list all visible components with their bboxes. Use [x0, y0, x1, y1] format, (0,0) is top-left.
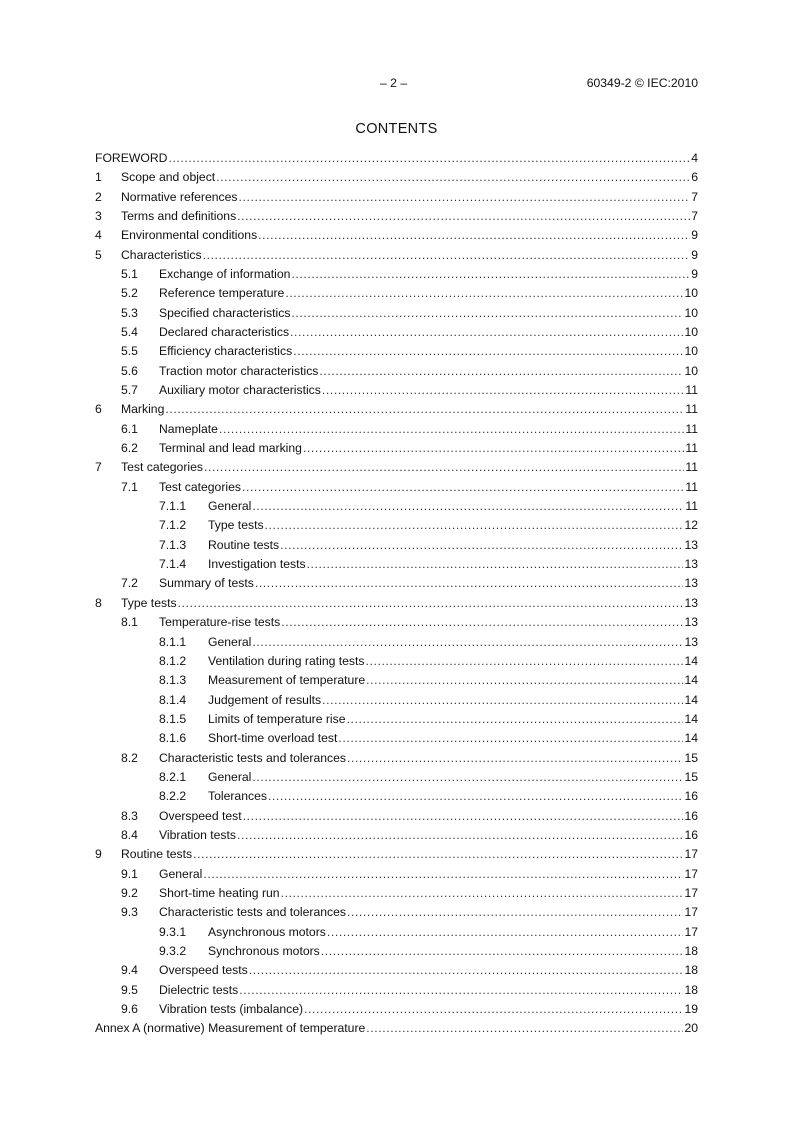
toc-entry-title: Characteristic tests and tolerances — [159, 751, 346, 765]
toc-entry[interactable] — [95, 847, 698, 862]
dot-leader — [291, 267, 690, 282]
toc-entry-title: General — [159, 867, 203, 881]
toc-entry-title: Characteristic tests and tolerances — [159, 905, 346, 919]
toc-entry-title: Exchange of information — [159, 267, 291, 281]
toc-entry-page: 11 — [685, 499, 698, 513]
toc-entry-title: Vibration tests (imbalance) — [159, 1002, 304, 1016]
toc-entry-title: Vibration tests — [159, 828, 237, 842]
toc-entry-title: Temperature-rise tests — [159, 615, 281, 629]
toc-entry-page: 18 — [684, 944, 698, 958]
toc-entry-title: Test categories — [121, 460, 203, 474]
dot-leader — [281, 886, 684, 901]
toc-entry-page: 13 — [684, 576, 698, 590]
toc-entry-number: 8.1.2 — [159, 654, 187, 668]
dot-leader — [168, 151, 690, 166]
toc-entry-title: Test categories — [159, 480, 241, 494]
toc-entry-number: 5.7 — [121, 383, 138, 397]
dot-leader — [321, 944, 684, 959]
toc-entry-number: 7 — [95, 460, 102, 474]
toc-entry-number: 9.5 — [121, 983, 138, 997]
dot-leader — [280, 538, 683, 553]
toc-entry-page: 9 — [691, 267, 698, 281]
toc-entry-number: 3 — [95, 209, 102, 223]
toc-entry-title: General — [208, 635, 252, 649]
toc-entry-number: 8.4 — [121, 828, 138, 842]
toc-entry-title: Short-time overload test — [208, 731, 338, 745]
toc-entry[interactable] — [95, 886, 698, 901]
toc-entry-number: 5 — [95, 248, 102, 262]
toc-entry[interactable] — [95, 963, 698, 978]
toc-entry-page: 16 — [684, 789, 698, 803]
toc-entry-page: 14 — [684, 731, 698, 745]
toc-entry-number: 8.1.6 — [159, 731, 187, 745]
toc-entry-page: 14 — [684, 712, 698, 726]
toc-entry-page: 14 — [684, 673, 698, 687]
dot-leader — [347, 905, 683, 920]
dot-leader — [281, 615, 683, 630]
toc-entry-title: Routine tests — [208, 538, 280, 552]
toc-entry-page: 14 — [684, 693, 698, 707]
dot-leader — [366, 673, 683, 688]
toc-entry-title: Tolerances — [208, 789, 267, 803]
toc-entry[interactable] — [95, 654, 698, 669]
toc-entry-title: Synchronous motors — [208, 944, 320, 958]
toc-entry[interactable] — [95, 867, 698, 882]
dot-leader — [307, 557, 684, 572]
toc-entry-page: 17 — [684, 867, 698, 881]
dot-leader — [338, 731, 683, 746]
toc-entry-page: 9 — [691, 248, 698, 262]
toc-entry-page: 7 — [691, 190, 698, 204]
dot-leader — [265, 518, 684, 533]
toc-entry-page: 4 — [691, 151, 698, 165]
toc-entry-title: Annex A (normative) Measurement of temperature — [95, 1021, 366, 1035]
toc-entry[interactable] — [95, 809, 698, 824]
toc-entry-page: 13 — [684, 635, 698, 649]
dot-leader — [322, 693, 683, 708]
toc-entry-page: 10 — [684, 306, 698, 320]
toc-entry[interactable] — [95, 383, 698, 398]
toc-entry-number: 1 — [95, 170, 102, 184]
toc-entry-page: 13 — [684, 538, 698, 552]
toc-entry[interactable] — [95, 596, 698, 611]
toc-entry-number: 8.1.5 — [159, 712, 187, 726]
toc-entry-page: 10 — [684, 325, 698, 339]
toc-entry-page: 10 — [684, 364, 698, 378]
toc-entry-title: Nameplate — [159, 422, 218, 436]
toc-entry[interactable] — [95, 306, 698, 321]
dot-leader — [327, 925, 684, 940]
toc-entry-title: Auxiliary motor characteristics — [159, 383, 321, 397]
toc-entry-page: 6 — [691, 170, 698, 184]
toc-entry-number: 5.6 — [121, 364, 138, 378]
toc-entry-title: Normative references — [121, 190, 238, 204]
dot-leader — [219, 422, 684, 437]
toc-entry-title: General — [208, 499, 252, 513]
toc-entry-title: Judgement of results — [208, 693, 322, 707]
toc-entry[interactable] — [95, 635, 698, 650]
toc-entry-number: 7.1.3 — [159, 538, 187, 552]
toc-entry-number: 8.1.1 — [159, 635, 187, 649]
toc-entry-page: 12 — [684, 518, 698, 532]
toc-entry-page: 18 — [684, 983, 698, 997]
toc-entry[interactable] — [95, 248, 698, 263]
toc-entry[interactable] — [95, 364, 698, 379]
dot-leader — [239, 983, 683, 998]
toc-entry[interactable] — [95, 693, 698, 708]
toc-entry[interactable] — [95, 402, 698, 417]
toc-entry-title: Overspeed test — [159, 809, 242, 823]
dot-leader — [268, 789, 684, 804]
toc-entry-number: 5.5 — [121, 344, 138, 358]
toc-entry-title: Type tests — [208, 518, 264, 532]
toc-entry-number: 7.1.1 — [159, 499, 187, 513]
toc-entry-page: 19 — [684, 1002, 698, 1016]
toc-entry-title: FOREWORD — [95, 151, 168, 165]
toc-entry-number: 6.1 — [121, 422, 138, 436]
toc-entry-page: 13 — [684, 615, 698, 629]
toc-entry[interactable] — [95, 905, 698, 920]
toc-entry[interactable] — [95, 615, 698, 630]
toc-entry-title: Scope and object — [121, 170, 216, 184]
toc-entry-number: 7.2 — [121, 576, 138, 590]
dot-leader — [216, 170, 690, 185]
toc-entry-page: 16 — [684, 809, 698, 823]
dot-leader — [249, 963, 684, 978]
toc-entry-title: Marking — [121, 402, 165, 416]
toc-entry-page: 11 — [685, 383, 698, 397]
dot-leader — [258, 228, 690, 243]
toc-entry-page: 18 — [684, 963, 698, 977]
toc-entry-title: Measurement of temperature — [208, 673, 366, 687]
page-number: – 2 – — [380, 76, 408, 90]
document-id: 60349-2 © IEC:2010 — [586, 76, 698, 90]
toc-entry[interactable] — [95, 170, 698, 185]
toc-entry[interactable] — [95, 731, 698, 746]
toc-entry-title: Characteristics — [121, 248, 202, 262]
toc-entry-title: Reference temperature — [159, 286, 285, 300]
toc-entry-number: 9.1 — [121, 867, 138, 881]
toc-entry-number: 5.2 — [121, 286, 138, 300]
dot-leader — [237, 828, 683, 843]
toc-entry-page: 9 — [691, 228, 698, 242]
toc-entry-number: 7.1 — [121, 480, 138, 494]
dot-leader — [237, 209, 690, 224]
toc-entry[interactable] — [95, 151, 698, 166]
toc-entry-number: 7.1.4 — [159, 557, 187, 571]
toc-entry-title: Declared characteristics — [159, 325, 290, 339]
toc-entry-page: 13 — [684, 557, 698, 571]
toc-entry-title: Efficiency characteristics — [159, 344, 293, 358]
toc-entry-number: 5.1 — [121, 267, 138, 281]
toc-entry-page: 10 — [684, 286, 698, 300]
toc-entry[interactable] — [95, 538, 698, 553]
dot-leader — [252, 770, 683, 785]
toc-entry-number: 6.2 — [121, 441, 138, 455]
dot-leader — [322, 383, 684, 398]
toc-entry[interactable] — [95, 422, 698, 437]
toc-entry[interactable] — [95, 267, 698, 282]
toc-entry-number: 8 — [95, 596, 102, 610]
toc-entry-page: 7 — [691, 209, 698, 223]
toc-entry-page: 20 — [684, 1021, 698, 1035]
toc-entry-number: 9.3.2 — [159, 944, 187, 958]
dot-leader — [347, 712, 684, 727]
toc-entry-number: 9 — [95, 847, 102, 861]
toc-entry[interactable] — [95, 325, 698, 340]
dot-leader — [255, 576, 684, 591]
dot-leader — [303, 441, 684, 456]
toc-entry-number: 8.2.2 — [159, 789, 187, 803]
dot-leader — [290, 325, 683, 340]
toc-entry-title: Overspeed tests — [159, 963, 248, 977]
toc-entry-number: 8.1 — [121, 615, 138, 629]
toc-entry-number: 8.2 — [121, 751, 138, 765]
dot-leader — [204, 460, 684, 475]
toc-entry-page: 11 — [685, 441, 698, 455]
dot-leader — [242, 480, 684, 495]
dot-leader — [366, 1021, 683, 1036]
toc-entry-number: 9.3 — [121, 905, 138, 919]
dot-leader — [203, 248, 691, 263]
toc-entry-number: 9.4 — [121, 963, 138, 977]
toc-entry-number: 7.1.2 — [159, 518, 187, 532]
toc-entry-number: 8.2.1 — [159, 770, 187, 784]
toc-entry[interactable] — [95, 751, 698, 766]
toc-entry-title: Specified characteristics — [159, 306, 291, 320]
toc-entry[interactable] — [95, 712, 698, 727]
toc-entry[interactable] — [95, 576, 698, 591]
toc-entry-page: 17 — [684, 847, 698, 861]
toc-entry-title: Summary of tests — [159, 576, 254, 590]
toc-entry-page: 15 — [684, 770, 698, 784]
toc-entry-number: 6 — [95, 402, 102, 416]
dot-leader — [203, 867, 683, 882]
toc-entry-number: 9.3.1 — [159, 925, 187, 939]
toc-entry[interactable] — [95, 499, 698, 514]
toc-entry[interactable] — [95, 944, 698, 959]
toc-entry-page: 16 — [684, 828, 698, 842]
toc-entry[interactable] — [95, 673, 698, 688]
toc-entry-title: Investigation tests — [208, 557, 306, 571]
toc-entry-title: Short-time heating run — [159, 886, 280, 900]
toc-entry-title: Terms and definitions — [121, 209, 237, 223]
toc-entry[interactable] — [95, 209, 698, 224]
dot-leader — [304, 1002, 683, 1017]
toc-entry-number: 2 — [95, 190, 102, 204]
toc-entry-page: 17 — [684, 925, 698, 939]
toc-entry-title: Ventilation during rating tests — [208, 654, 365, 668]
toc-entry[interactable] — [95, 460, 698, 475]
toc-entry-number: 5.4 — [121, 325, 138, 339]
toc-entry-page: 10 — [684, 344, 698, 358]
dot-leader — [178, 596, 684, 611]
toc-entry-number: 4 — [95, 228, 102, 242]
dot-leader — [366, 654, 684, 669]
toc-entry[interactable] — [95, 228, 698, 243]
dot-leader — [347, 751, 683, 766]
toc-entry[interactable] — [95, 1021, 698, 1036]
toc-entry[interactable] — [95, 770, 698, 785]
toc-entry[interactable] — [95, 480, 698, 495]
toc-entry[interactable] — [95, 557, 698, 572]
toc-entry-page: 14 — [684, 654, 698, 668]
dot-leader — [252, 499, 684, 514]
dot-leader — [165, 402, 684, 417]
toc-entry[interactable] — [95, 286, 698, 301]
dot-leader — [291, 306, 683, 321]
toc-entry-page: 15 — [684, 751, 698, 765]
toc-entry[interactable] — [95, 789, 698, 804]
toc-entry-title: Routine tests — [121, 847, 193, 861]
dot-leader — [293, 344, 683, 359]
toc-entry-page: 13 — [684, 596, 698, 610]
toc-entry-page: 11 — [685, 422, 698, 436]
toc-entry-page: 11 — [685, 480, 698, 494]
toc-entry-title: Traction motor characteristics — [159, 364, 319, 378]
toc-entry[interactable] — [95, 983, 698, 998]
toc-entry-number: 8.1.3 — [159, 673, 187, 687]
toc-entry[interactable] — [95, 518, 698, 533]
toc-entry-title: Dielectric tests — [159, 983, 239, 997]
page-title: CONTENTS — [355, 121, 438, 137]
toc-entry[interactable] — [95, 441, 698, 456]
toc-entry-title: Environmental conditions — [121, 228, 258, 242]
toc-entry-number: 9.2 — [121, 886, 138, 900]
dot-leader — [239, 190, 691, 205]
toc-entry-number: 8.3 — [121, 809, 138, 823]
toc-entry-title: Asynchronous motors — [208, 925, 326, 939]
dot-leader — [252, 635, 683, 650]
toc-entry[interactable] — [95, 344, 698, 359]
dot-leader — [193, 847, 683, 862]
toc-entry-title: Limits of temperature rise — [208, 712, 346, 726]
toc-entry-number: 5.3 — [121, 306, 138, 320]
toc-entry[interactable] — [95, 925, 698, 940]
dot-leader — [285, 286, 683, 301]
toc-entry-title: Terminal and lead marking — [159, 441, 302, 455]
toc-entry[interactable] — [95, 190, 698, 205]
toc-entry-number: 9.6 — [121, 1002, 138, 1016]
toc-entry-page: 11 — [685, 402, 698, 416]
dot-leader — [319, 364, 683, 379]
toc-entry-page: 11 — [685, 460, 698, 474]
toc-entry[interactable] — [95, 828, 698, 843]
toc-entry-title: General — [208, 770, 252, 784]
toc-entry-number: 8.1.4 — [159, 693, 187, 707]
toc-entry-page: 17 — [684, 886, 698, 900]
dot-leader — [243, 809, 684, 824]
toc-entry-page: 17 — [684, 905, 698, 919]
toc-entry[interactable] — [95, 1002, 698, 1017]
toc-entry-title: Type tests — [121, 596, 177, 610]
